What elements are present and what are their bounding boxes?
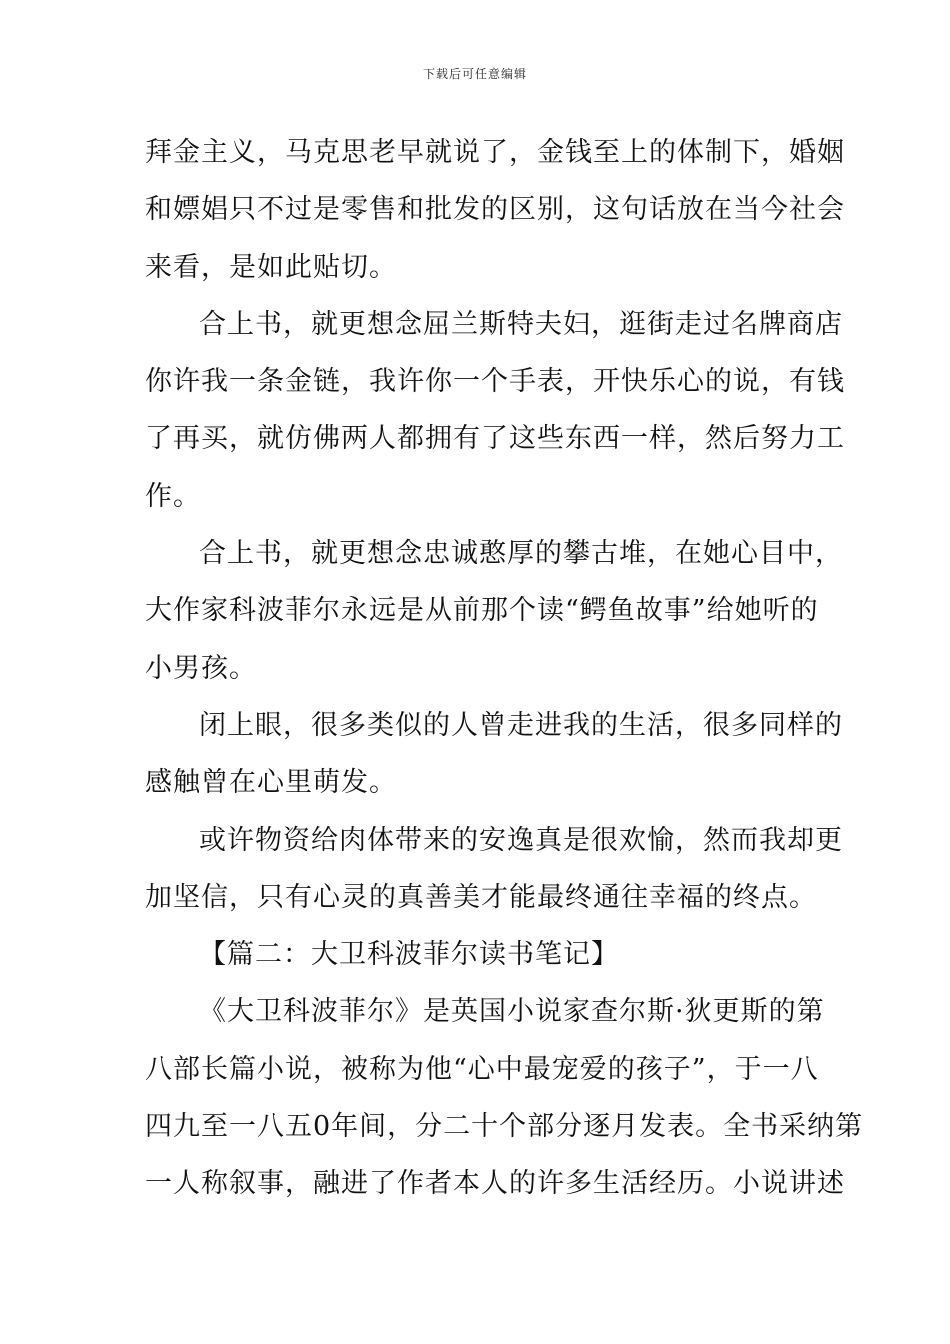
page-header-note: 下载后可任意编辑 xyxy=(422,67,527,81)
text-line: 四九至一八五0年间，分二十个部分逐月发表。全书采纳第 xyxy=(145,1111,864,1143)
document-body xyxy=(145,124,864,1213)
text-line: 来看，是如此贴切。 xyxy=(145,251,397,283)
text-line: 闭上眼，很多类似的人曾走进我的生活，很多同样的 xyxy=(199,709,843,741)
text-line: 感触曾在心里萌发。 xyxy=(145,767,397,799)
text-line: 和嫖娼只不过是零售和批发的区别，这句话放在当今社会 xyxy=(145,194,845,226)
text-line: 《大卫科波菲尔》是英国小说家查尔斯·狄更斯的第 xyxy=(199,996,825,1028)
text-line: 作。 xyxy=(145,480,201,512)
text-line: 你许我一条金链，我许你一个手表，开快乐心的说，有钱 xyxy=(145,366,845,398)
text-line: 合上书，就更想念屈兰斯特夫妇，逛街走过名牌商店 xyxy=(199,308,843,340)
text-line: 一人称叙事，融进了作者本人的许多生活经历。小说讲述 xyxy=(145,1168,845,1200)
text-line: 大作家科波菲尔永远是从前那个读“鳄鱼故事”给她听的 xyxy=(145,595,819,627)
text-line: 拜金主义，马克思老早就说了，金钱至上的体制下，婚姻 xyxy=(145,137,845,168)
section-heading: 【篇二：大卫科波菲尔读书笔记】 xyxy=(199,939,619,971)
text-line: 了再买，就仿佛两人都拥有了这些东西一样，然后努力工 xyxy=(145,423,845,455)
text-line: 小男孩。 xyxy=(145,652,257,684)
text-line: 加坚信，只有心灵的真善美才能最终通往幸福的终点。 xyxy=(145,881,817,913)
text-line: 合上书，就更想念忠诚憨厚的攀古堆，在她心目中， xyxy=(199,538,843,570)
text-line: 或许物资给肉体带来的安逸真是很欢愉，然而我却更 xyxy=(199,824,843,856)
text-line: 八部长篇小说，被称为他“心中最宠爱的孩子”，于一八 xyxy=(145,1053,819,1085)
